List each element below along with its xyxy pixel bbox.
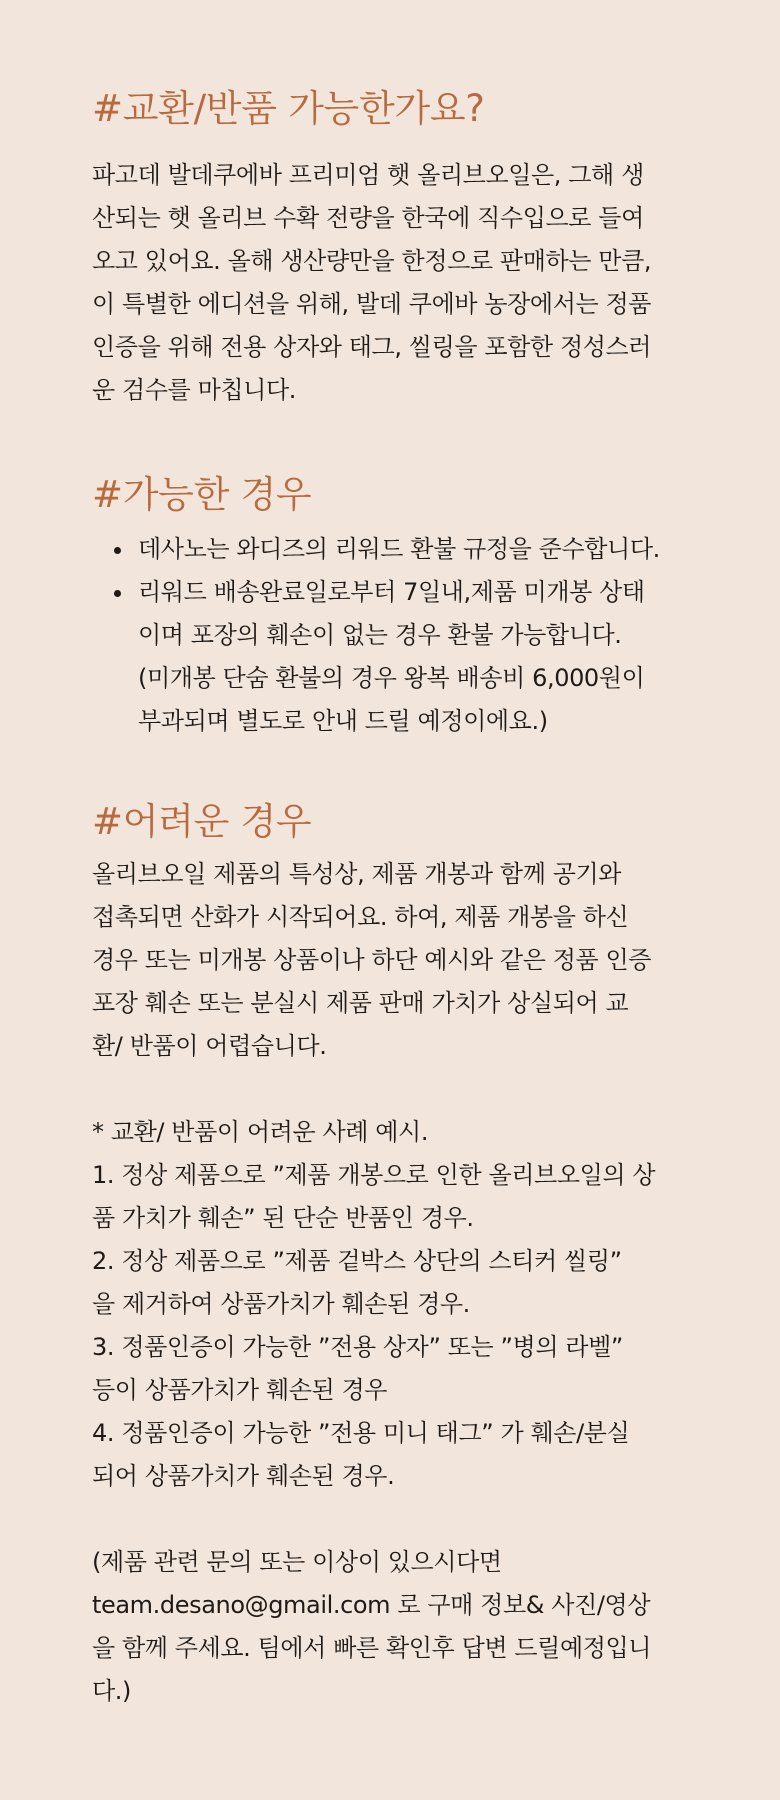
possible-condition-item <box>92 528 688 571</box>
difficult-desc-line-5: 환/ 반품이 어렵습니다. <box>92 1032 327 1060</box>
possible-condition-1-line-1: 데사노는 와디즈의 리워드 환불 규정을 준수합니다. <box>138 535 660 563</box>
exchange-heading: #교환/반품 가능한가요? <box>92 87 485 130</box>
contact-paragraph <box>92 1541 688 1713</box>
possible-conditions-list <box>92 528 688 743</box>
difficult-example-line-2: 1. 정상 제품으로 ”제품 개봉으로 인한 올리브오일의 상 <box>92 1161 656 1189</box>
contact-line-1: (제품 관련 문의 또는 이상이 있으시다면 <box>92 1548 502 1576</box>
exchange-intro-line-6: 운 검수를 마칩니다. <box>92 376 296 404</box>
difficult-example-line-5: 을 제거하여 상품가치가 훼손된 경우. <box>92 1290 470 1318</box>
spacer <box>92 1068 688 1111</box>
spacer <box>92 1498 688 1541</box>
possible-condition-2-line-2: 이며 포장의 훼손이 없는 경우 환불 가능합니다. <box>138 621 622 649</box>
difficult-example-line-1: * 교환/ 반품이 어려운 사례 예시. <box>92 1118 429 1146</box>
difficult-desc-line-1: 올리브오일 제품의 특성상, 제품 개봉과 함께 공기와 <box>92 860 622 888</box>
contact-line-3: 을 함께 주세요. 팀에서 빠른 확인후 답변 드릴예정입니 <box>92 1634 652 1662</box>
exchange-intro-paragraph <box>92 154 688 412</box>
exchange-intro-line-4: 이 특별한 에디션을 위해, 발데 쿠에바 농장에서는 정품 <box>92 290 652 318</box>
difficult-desc-line-2: 접촉되면 산화가 시작되어요. 하여, 제품 개봉을 하신 <box>92 903 629 931</box>
difficult-description-paragraph <box>92 853 688 1068</box>
possible-condition-2-line-3: (미개봉 단숨 환불의 경우 왕복 배송비 6,000원이 <box>138 664 645 692</box>
exchange-intro-line-5: 인증을 위해 전용 상자와 태그, 씰링을 포함한 정성스러 <box>92 333 652 361</box>
difficult-examples-paragraph <box>92 1111 688 1498</box>
possible-condition-2-line-4: 부과되며 별도로 안내 드릴 예정이에요.) <box>138 707 548 735</box>
difficult-heading: #어려운 경우 <box>92 800 312 843</box>
difficult-example-line-9: 되어 상품가치가 훼손된 경우. <box>92 1462 395 1490</box>
difficult-example-line-3: 품 가치가 훼손” 된 단순 반품인 경우. <box>92 1204 474 1232</box>
possible-condition-2-line-1: 리워드 배송완료일로부터 7일내,제품 미개봉 상태 <box>138 578 645 606</box>
difficult-example-line-4: 2. 정상 제품으로 ”제품 겉박스 상단의 스티커 씰링” <box>92 1247 622 1275</box>
exchange-intro-line-1: 파고데 발데쿠에바 프리미엄 햇 올리브오일은, 그해 생 <box>92 161 644 189</box>
contact-line-2: team.desano@gmail.com 로 구매 정보& 사진/영상 <box>92 1591 651 1619</box>
difficult-example-line-8: 4. 정품인증이 가능한 ”전용 미니 태그” 가 훼손/분실 <box>92 1419 630 1447</box>
difficult-desc-line-4: 포장 훼손 또는 분실시 제품 판매 가치가 상실되어 교 <box>92 989 629 1017</box>
difficult-example-line-7: 등이 상품가치가 훼손된 경우 <box>92 1376 388 1404</box>
contact-line-4: 다.) <box>92 1677 131 1705</box>
possible-condition-item <box>92 571 688 743</box>
exchange-intro-line-3: 오고 있어요. 올해 생산량만을 한정으로 판매하는 만큼, <box>92 247 652 275</box>
possible-heading: #가능한 경우 <box>92 473 312 516</box>
difficult-example-line-6: 3. 정품인증이 가능한 ”전용 상자” 또는 ”병의 라벨” <box>92 1333 623 1361</box>
difficult-desc-line-3: 경우 또는 미개봉 상품이나 하단 예시와 같은 정품 인증 <box>92 946 652 974</box>
exchange-intro-line-2: 산되는 햇 올리브 수확 전량을 한국에 직수입으로 들여 <box>92 204 644 232</box>
